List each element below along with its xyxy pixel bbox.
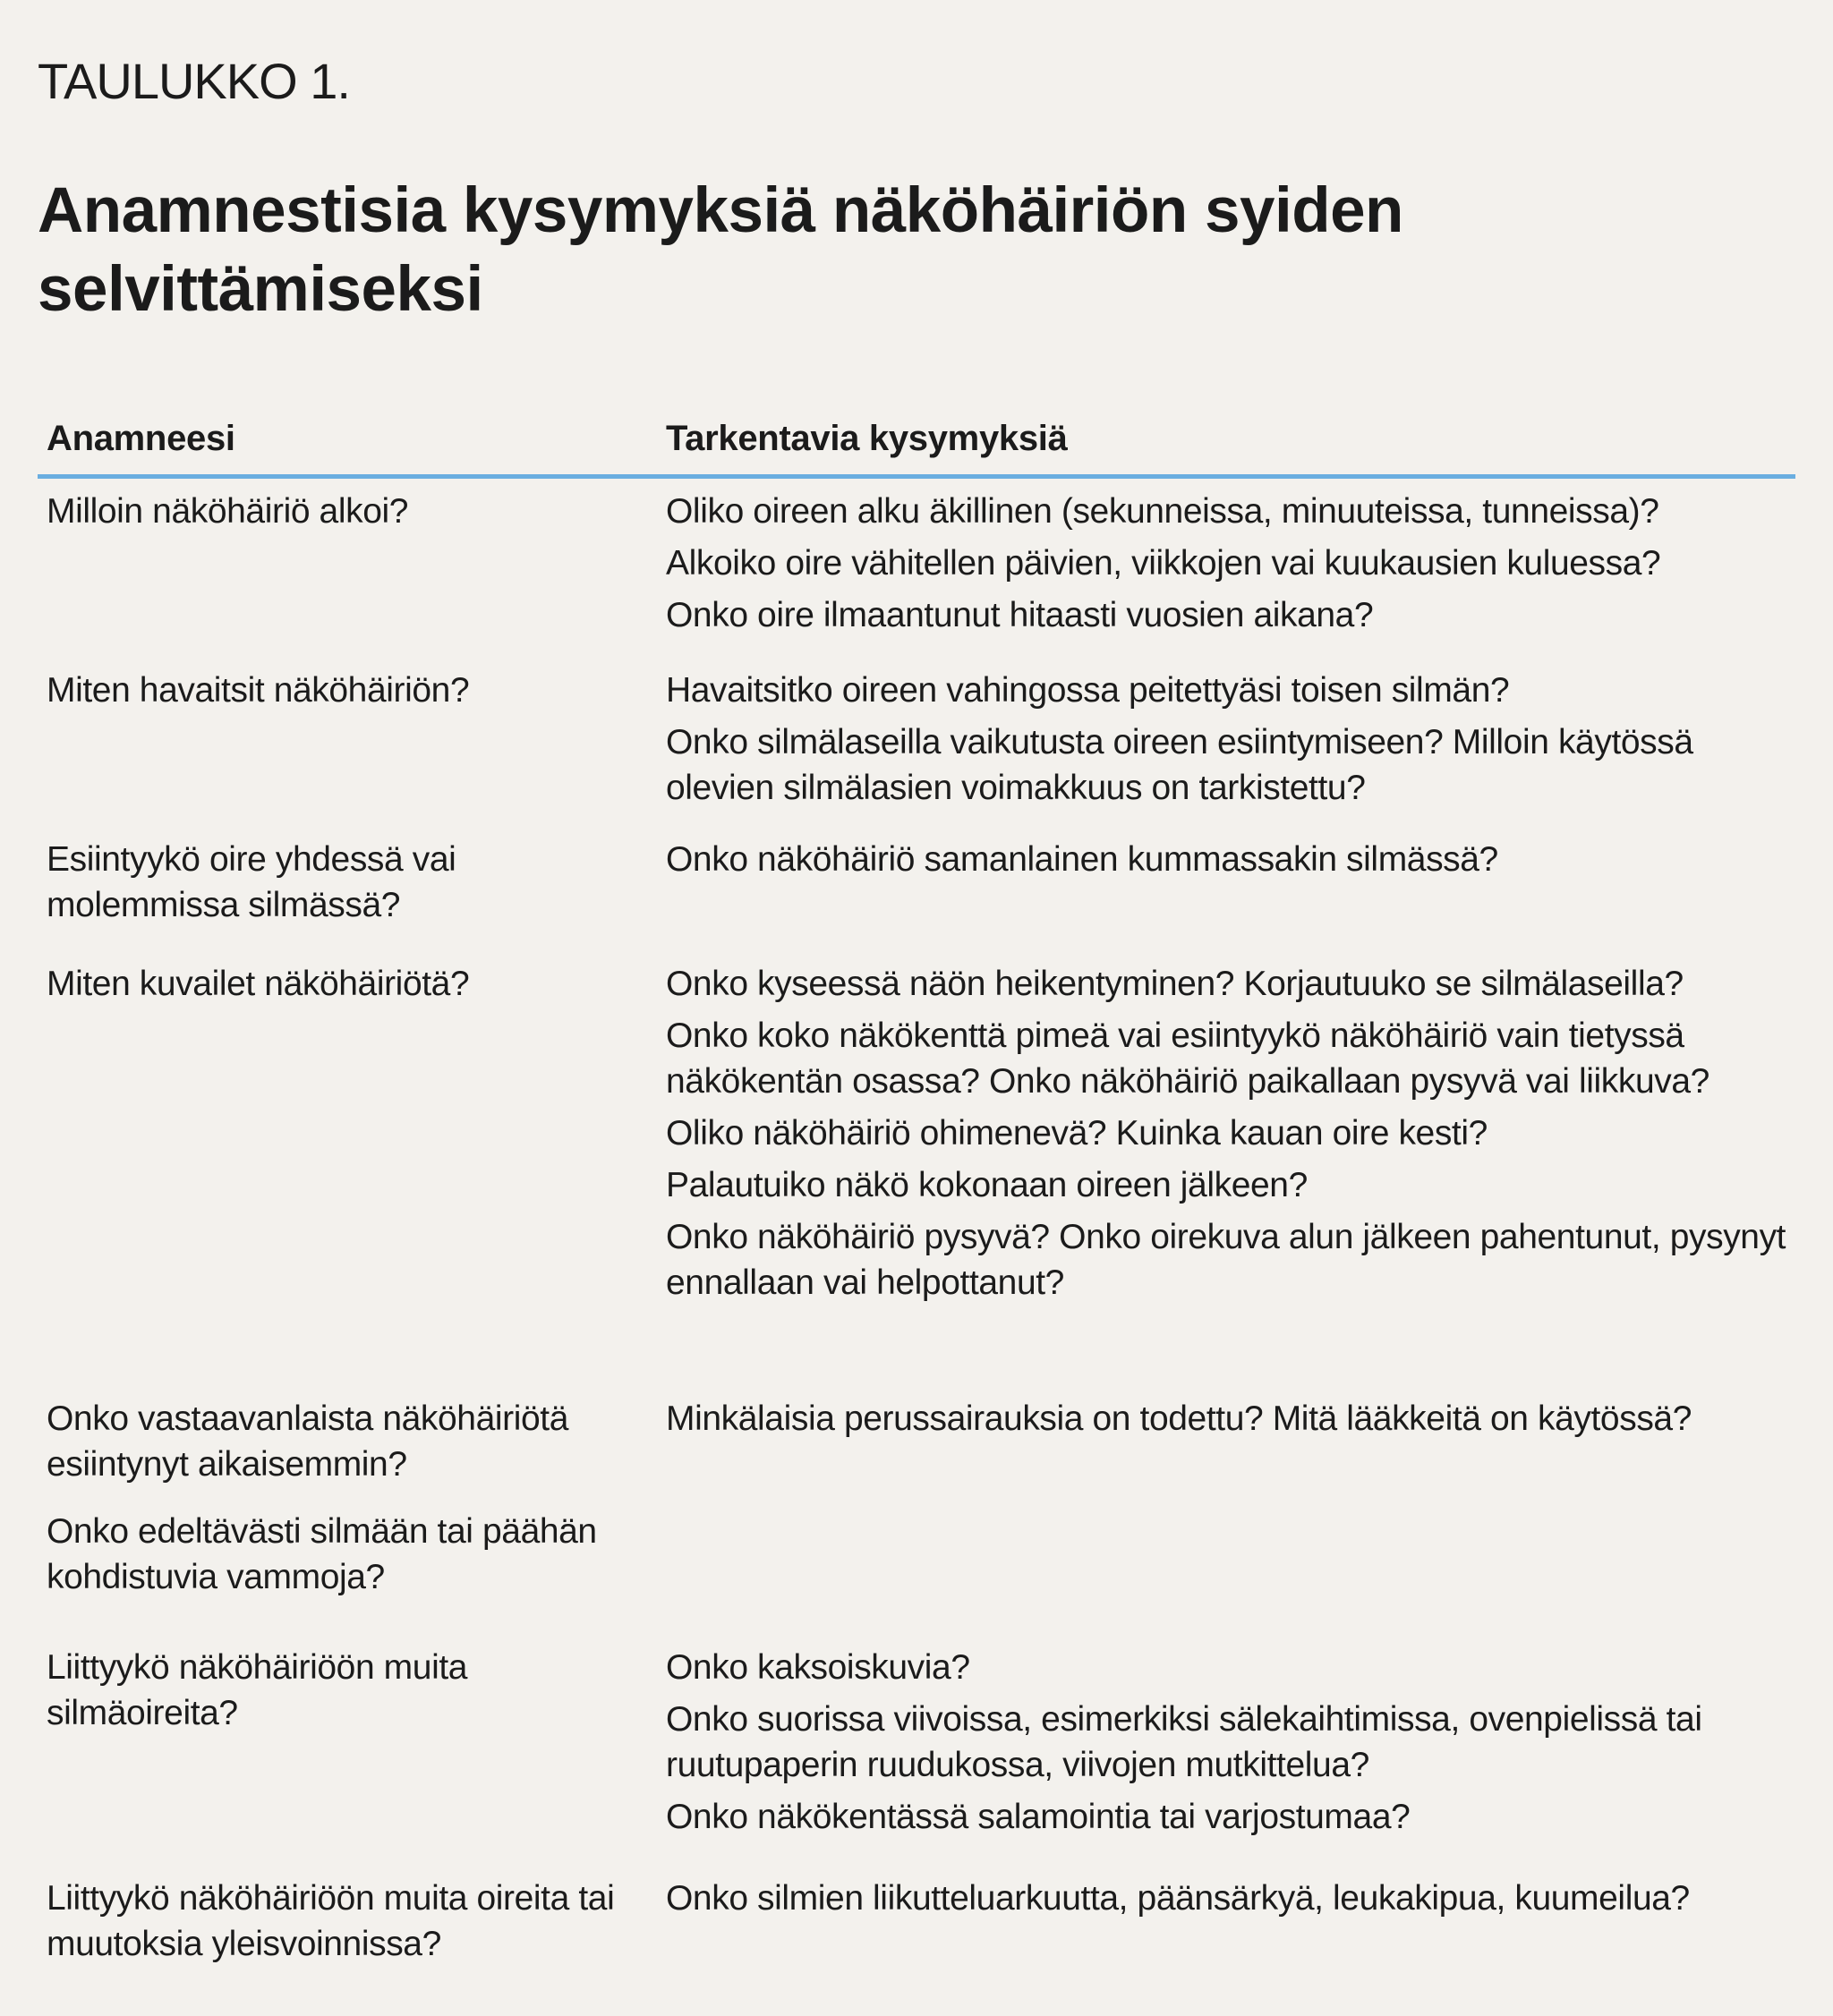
anamnesis-cell xyxy=(47,668,655,719)
anamnesis-text: Onko vastaavanlaista näköhäiriötä esiintynyt aikaisemmin? xyxy=(47,1399,568,1484)
question-text: Onko oire ilmaantunut hitaasti vuosien aikana? xyxy=(666,596,1374,634)
table-header xyxy=(38,413,1795,479)
questions-cell xyxy=(666,1396,1795,1448)
anamnesis-text: Onko edeltävästi silmään tai päähän kohdistuvia vammoja? xyxy=(47,1512,597,1596)
question-text: Onko silmien liikutteluarkuutta, päänsärkyä, leukakipua, kuumeilua? xyxy=(666,1879,1690,1918)
anamnesis-text: Esiintyykö oire yhdessä vai molemmissa silmässä? xyxy=(47,840,456,924)
question-text: Onko suorissa viivoissa, esimerkiksi sälekaihtimissa, ovenpielissä tai ruutupaperin ruudukossa, viivojen mutkittelua? xyxy=(666,1700,1702,1784)
column-header-questions: Tarkentavia kysymyksiä xyxy=(666,419,1068,458)
question-text: Onko näkökentässä salamointia tai varjostumaa? xyxy=(666,1798,1411,1836)
question-text: Onko näköhäiriö pysyvä? Onko oirekuva alun jälkeen pahentunut, pysynyt ennallaan vai helpottanut? xyxy=(666,1218,1786,1302)
question-text: Onko silmälaseilla vaikutusta oireen esiintymiseen? Milloin käytössä olevien silmälasien voimakkuus on tarkistettu? xyxy=(666,723,1693,807)
anamnesis-cell xyxy=(47,1876,655,1973)
anamnesis-cell xyxy=(47,1396,655,1606)
questions-cell xyxy=(666,837,1795,889)
anamnesis-text: Milloin näköhäiriö alkoi? xyxy=(47,492,409,531)
question-text: Minkälaisia perussairauksia on todettu? Mitä lääkkeitä on käytössä? xyxy=(666,1399,1692,1438)
table-title: Anamnestisia kysymyksiä näköhäiriön syiden selvittämiseksi xyxy=(38,175,1403,325)
anamnesis-cell xyxy=(47,489,655,540)
question-text: Oliko näköhäiriö ohimenevä? Kuinka kauan oire kesti? xyxy=(666,1114,1488,1153)
column-header-anamnesis: Anamneesi xyxy=(47,419,235,458)
questions-cell xyxy=(666,961,1795,1312)
questions-cell xyxy=(666,668,1795,817)
anamnesis-text: Liittyykö näköhäiriöön muita silmäoireita? xyxy=(47,1648,468,1732)
question-text: Onko kyseessä näön heikentyminen? Korjautuuko se silmälaseilla? xyxy=(666,965,1684,1003)
questions-cell xyxy=(666,1645,1795,1846)
anamnesis-cell xyxy=(47,837,655,934)
anamnesis-cell xyxy=(47,1645,655,1742)
questions-cell xyxy=(666,489,1795,644)
anamnesis-text: Liittyykö näköhäiriöön muita oireita tai muutoksia yleisvoinnissa? xyxy=(47,1879,615,1963)
questions-cell xyxy=(666,1876,1795,1927)
question-text: Havaitsitko oireen vahingossa peitettyäsi toisen silmän? xyxy=(666,671,1510,710)
question-text: Onko näköhäiriö samanlainen kummassakin silmässä? xyxy=(666,840,1498,879)
question-text: Palautuiko näkö kokonaan oireen jälkeen? xyxy=(666,1166,1308,1204)
anamnesis-text: Miten kuvailet näköhäiriötä? xyxy=(47,965,470,1003)
anamnesis-text: Miten havaitsit näköhäiriön? xyxy=(47,671,470,710)
anamnesis-cell xyxy=(47,961,655,1013)
question-text: Onko kaksoiskuvia? xyxy=(666,1648,970,1687)
question-text: Onko koko näkökenttä pimeä vai esiintyykö näköhäiriö vain tietyssä näkökentän osassa? Onko näköhäiriö paikallaan pysyvä vai liikkuva? xyxy=(666,1017,1709,1101)
question-text: Oliko oireen alku äkillinen (sekunneissa, minuuteissa, tunneissa)? xyxy=(666,492,1659,531)
table-number-label: TAULUKKO 1. xyxy=(38,53,350,109)
question-text: Alkoiko oire vähitellen päivien, viikkojen vai kuukausien kuluessa? xyxy=(666,544,1661,583)
anamnesis-table xyxy=(38,413,1795,1963)
